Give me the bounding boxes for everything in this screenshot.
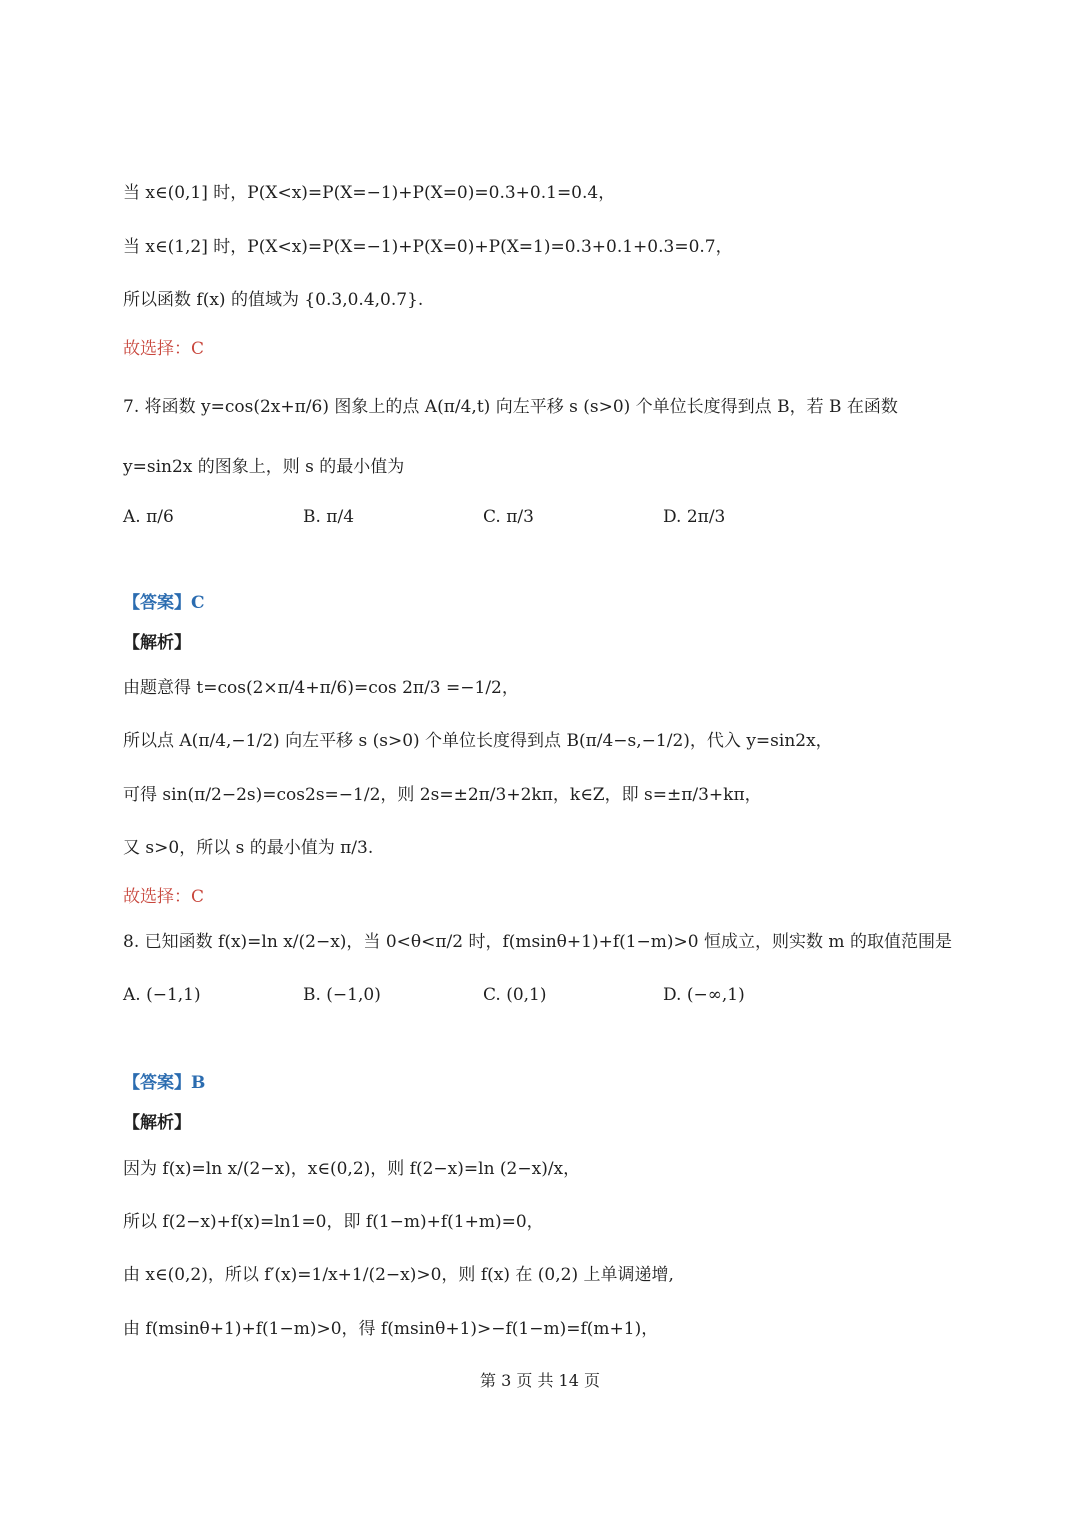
analysis-7-line-2: 所以点 A(π/4,−1/2) 向左平移 s (s>0) 个单位长度得到点 B(π/4−s,−1/2)，代入 y=sin2x， [123,731,833,751]
analysis-7-heading: 【解析】 [123,633,191,653]
question-7-line-1: 7. 将函数 y=cos(2x+π/6) 图象上的点 A(π/4,t) 向左平移 s (s>0) 个单位长度得到点 B，若 B 在函数 [123,397,898,417]
line-2: 当 x∈(1,2] 时，P(X<x)=P(X=−1)+P(X=0)+P(X=1)=0.3+0.1+0.3=0.7， [123,237,733,257]
choice-label: 故选择：C [123,339,205,359]
line-3: 所以函数 f(x) 的值域为 {0.3,0.4,0.7}. [123,290,424,310]
choice-label-7: 故选择：C [123,887,205,907]
analysis-8-line-2: 所以 f(2−x)+f(x)=ln1=0，即 f(1−m)+f(1+m)=0， [123,1212,544,1232]
analysis-8-line-4: 由 f(msinθ+1)+f(1−m)>0，得 f(msinθ+1)>−f(1−m)=f(m+1)， [123,1319,659,1339]
q7-option-d: D. 2π/3 [663,507,726,527]
analysis-7-line-3: 可得 sin(π/2−2s)=cos2s=−1/2，则 2s=±2π/3+2kπ，k∈Z，即 s=±π/3+kπ， [123,785,762,805]
q8-option-c: C. (0,1) [483,985,547,1005]
page-footer: 第 3 页 共 14 页 [480,1371,600,1390]
analysis-8-line-3: 由 x∈(0,2)，所以 f′(x)=1/x+1/(2−x)>0，则 f(x) 在 (0,2) 上单调递增, [123,1265,674,1285]
analysis-7-line-1: 由题意得 t=cos(2×π/4+π/6)=cos 2π/3 =−1/2， [123,678,519,698]
q8-option-d: D. (−∞,1) [663,985,745,1005]
answer-7: 【答案】C [123,593,205,613]
analysis-7-line-4: 又 s>0，所以 s 的最小值为 π/3. [123,838,374,858]
line-1: 当 x∈(0,1] 时，P(X<x)=P(X=−1)+P(X=0)=0.3+0.1=0.4， [123,183,616,203]
analysis-8-line-1: 因为 f(x)=ln x/(2−x)，x∈(0,2)，则 f(2−x)=ln (2−x)/x， [123,1159,581,1179]
q7-option-c: C. π/3 [483,507,534,527]
analysis-8-heading: 【解析】 [123,1113,191,1133]
q8-option-b: B. (−1,0) [303,985,381,1005]
question-7-line-2: y=sin2x 的图象上，则 s 的最小值为 [123,457,405,477]
answer-8: 【答案】B [123,1073,206,1093]
q8-option-a: A. (−1,1) [123,985,201,1005]
q7-option-a: A. π/6 [123,507,174,527]
question-8: 8. 已知函数 f(x)=ln x/(2−x)，当 0<θ<π/2 时，f(msinθ+1)+f(1−m)>0 恒成立，则实数 m 的取值范围是 [123,932,952,952]
q7-option-b: B. π/4 [303,507,355,527]
